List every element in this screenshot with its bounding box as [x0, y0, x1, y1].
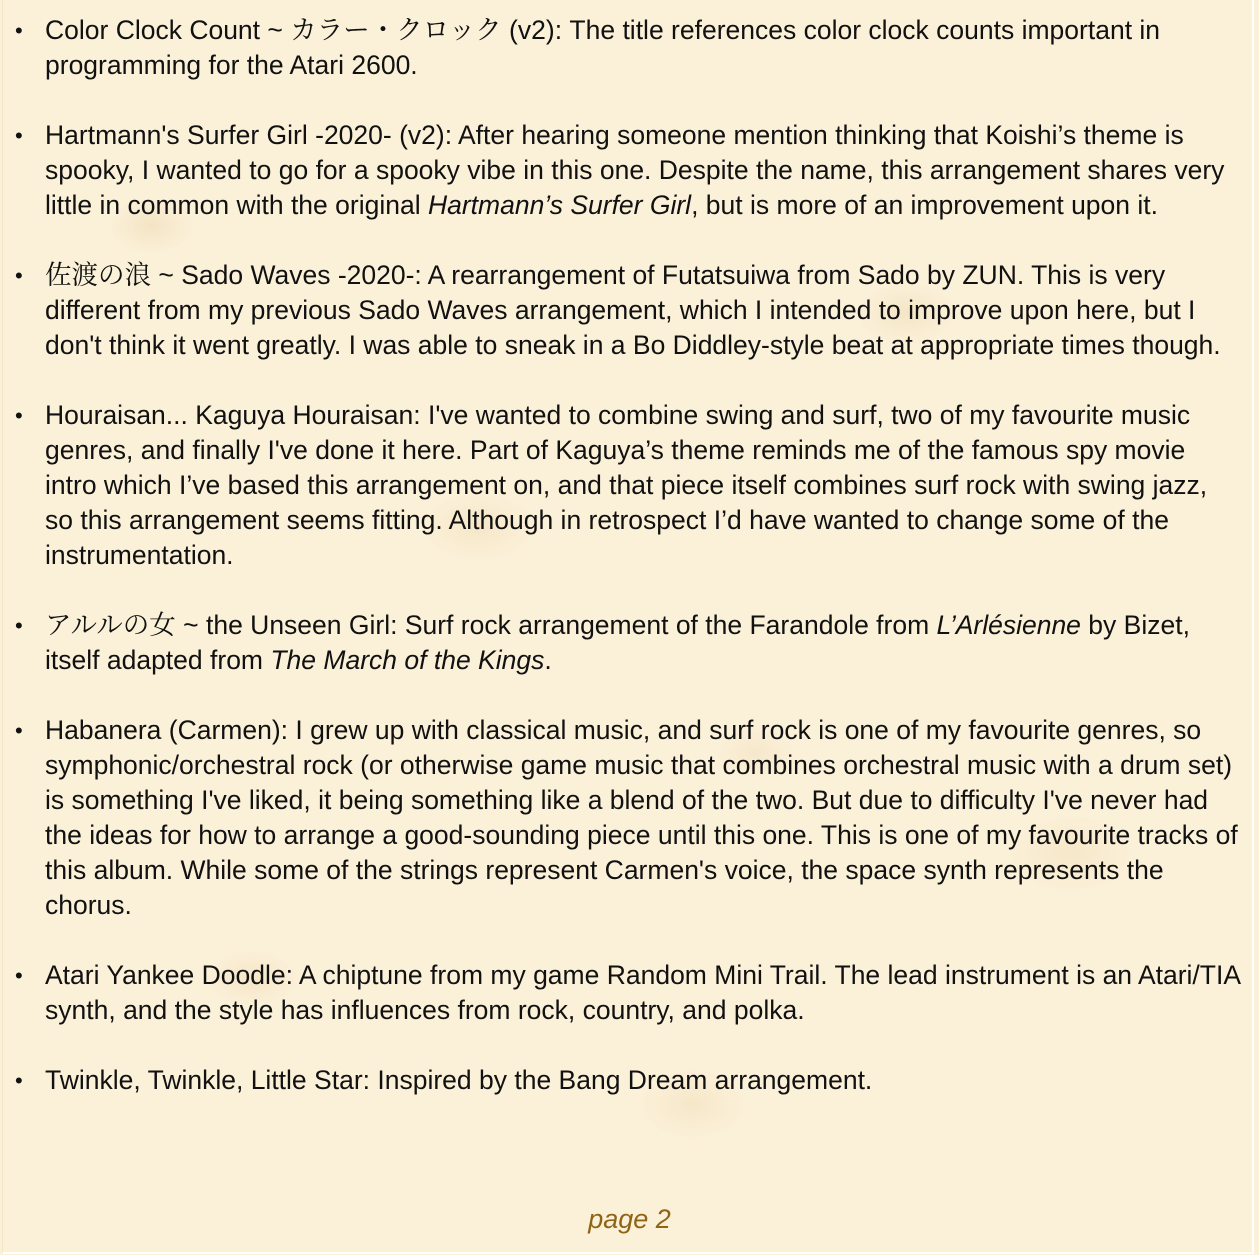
list-item — [0, 958, 1259, 1028]
bullet-icon: • — [15, 1068, 23, 1093]
bullet-icon: • — [15, 403, 23, 428]
bullet-icon: • — [15, 963, 23, 988]
item-text: . — [544, 645, 552, 675]
list-item — [0, 118, 1259, 223]
item-text: アルルの女 ~ the Unseen Girl: Surf rock arrangement of the Farandole from — [45, 610, 937, 640]
item-text: Color Clock Count ~ カラー・クロック (v2): The title references color clock counts important in programming for the Atari 2600. — [45, 15, 1161, 80]
item-text: Atari Yankee Doodle: A chiptune from my game Random Mini Trail. The lead instrument is an Atari/TIA synth, and the style has influences from rock, country, and polka. — [45, 960, 1240, 1025]
item-text: 佐渡の浪 ~ Sado Waves -2020-: A rearrangement of Futatsuiwa from Sado by ZUN. This is very different from my previous Sado Waves arrangement, which I intended to improve upon here, but I don't think it went greatly. I was able to sneak in a Bo Diddley-style beat at appropriate times though. — [45, 260, 1221, 360]
list-item — [0, 713, 1259, 923]
item-text: Habanera (Carmen): I grew up with classical music, and surf rock is one of my favourite genres, so symphonic/orchestral rock (or otherwise game music that combines orchestral music with a drum set) is something I've liked, it being something like a blend of the two. But due to difficulty I've never had the ideas for how to arrange a good-sounding piece until this one. This is one of my favourite tracks of this album. While some of the strings represent Carmen's voice, the space synth represents the chorus. — [45, 715, 1238, 920]
list-item — [0, 398, 1259, 573]
list-item — [0, 258, 1259, 363]
bullet-icon: • — [15, 123, 23, 148]
italic-title-text: The March of the Kings — [270, 645, 545, 675]
track-notes-list — [0, 13, 1259, 1133]
bullet-icon: • — [15, 718, 23, 743]
item-text: Houraisan... Kaguya Houraisan: I've wanted to combine swing and surf, two of my favourite music genres, and finally I've done it here. Part of Kaguya’s theme reminds me of the famous spy movie intro which I’ve based this arrangement on, and that piece itself combines surf rock with swing jazz, so this arrangement seems fitting. Although in retrospect I’d have wanted to change some of the instrumentation. — [45, 400, 1208, 570]
bullet-icon: • — [15, 613, 23, 638]
italic-title-text: Hartmann’s Surfer Girl — [427, 190, 692, 220]
page-number: page 2 — [588, 1204, 671, 1234]
bullet-icon: • — [15, 263, 23, 288]
item-text: Hartmann's Surfer Girl -2020- (v2): After hearing someone mention thinking that Koishi’s theme is spooky, I wanted to go for a spooky vibe in this one. Despite the name, this arrangement shares very little in common with the original — [45, 120, 1225, 220]
italic-title-text: L’Arlésienne — [936, 610, 1081, 640]
list-item — [0, 1063, 1259, 1098]
bullet-icon: • — [15, 18, 23, 43]
list-item — [0, 608, 1259, 678]
list-item — [0, 13, 1259, 83]
item-text: , but is more of an improvement upon it. — [691, 190, 1158, 220]
item-text: Twinkle, Twinkle, Little Star: Inspired by the Bang Dream arrangement. — [45, 1065, 873, 1095]
item-text: by Bizet, itself adapted from — [45, 610, 1190, 675]
